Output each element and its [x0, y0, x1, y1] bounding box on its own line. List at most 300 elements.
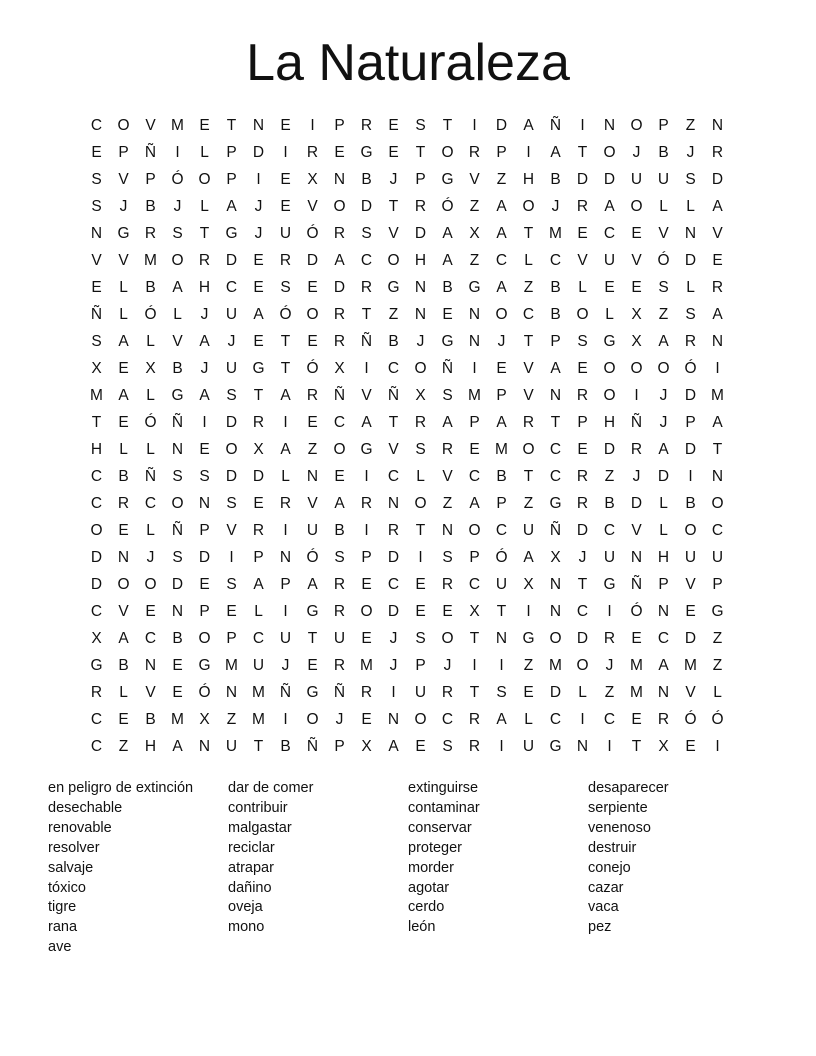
grid-letter: S: [91, 332, 102, 350]
grid-letter: I: [526, 143, 531, 161]
grid-letter: N: [387, 494, 400, 512]
grid-letter: D: [171, 575, 184, 593]
grid-letter: R: [252, 521, 265, 539]
grid-letter: N: [684, 224, 697, 242]
grid-letter: Ñ: [144, 467, 157, 485]
grid-letter: S: [91, 170, 102, 188]
grid-letter: Z: [523, 656, 534, 674]
grid-letter: A: [712, 305, 723, 323]
grid-letter: E: [523, 683, 534, 701]
grid-letter: C: [387, 575, 400, 593]
grid-letter: Ó: [279, 305, 292, 323]
grid-letter: C: [387, 359, 400, 377]
grid-letter: O: [117, 575, 130, 593]
grid-letter: O: [603, 143, 616, 161]
grid-letter: N: [603, 116, 616, 134]
grid-letter: O: [657, 359, 670, 377]
grid-letter: E: [307, 656, 318, 674]
grid-letter: E: [118, 521, 129, 539]
grid-letter: D: [225, 413, 238, 431]
grid-letter: L: [119, 683, 128, 701]
word-item: tóxico: [48, 879, 86, 896]
grid-letter: J: [281, 656, 290, 674]
grid-letter: P: [334, 737, 345, 755]
grid-letter: A: [253, 575, 264, 593]
grid-letter: Ñ: [171, 521, 184, 539]
grid-letter: E: [118, 710, 129, 728]
grid-row: [83, 355, 731, 382]
grid-letter: X: [307, 170, 318, 188]
grid-letter: R: [441, 683, 454, 701]
grid-letter: C: [360, 251, 373, 269]
grid-letter: T: [469, 683, 480, 701]
grid-letter: M: [711, 386, 724, 404]
grid-letter: C: [495, 521, 508, 539]
grid-letter: J: [389, 629, 398, 647]
grid-letter: S: [334, 548, 345, 566]
grid-letter: N: [711, 332, 724, 350]
grid-letter: P: [496, 494, 507, 512]
grid-letter: E: [280, 116, 291, 134]
grid-letter: D: [684, 629, 697, 647]
grid-letter: L: [686, 197, 695, 215]
grid-letter: H: [657, 548, 670, 566]
grid-letter: H: [414, 251, 427, 269]
grid-letter: E: [172, 683, 183, 701]
grid-letter: E: [442, 602, 453, 620]
grid-letter: Ó: [306, 359, 319, 377]
grid-letter: J: [632, 467, 641, 485]
grid-letter: E: [685, 737, 696, 755]
grid-letter: L: [578, 683, 587, 701]
grid-letter: Ñ: [630, 413, 643, 431]
grid-letter: R: [360, 683, 373, 701]
grid-row: [83, 544, 731, 571]
grid-letter: R: [360, 278, 373, 296]
grid-letter: A: [442, 224, 453, 242]
grid-letter: O: [360, 602, 373, 620]
grid-letter: A: [550, 143, 561, 161]
grid-letter: B: [145, 197, 156, 215]
grid-letter: O: [90, 521, 103, 539]
grid-letter: B: [442, 278, 453, 296]
grid-letter: M: [252, 710, 265, 728]
grid-letter: E: [253, 332, 264, 350]
grid-letter: O: [630, 197, 643, 215]
word-item: en peligro de extinción: [48, 780, 194, 796]
grid-letter: V: [145, 116, 156, 134]
grid-letter: O: [144, 575, 157, 593]
grid-letter: P: [712, 575, 723, 593]
word-item: cerdo: [408, 899, 445, 916]
grid-letter: Ñ: [549, 521, 562, 539]
grid-letter: I: [175, 143, 180, 161]
grid-letter: T: [442, 116, 453, 134]
grid-letter: U: [225, 359, 238, 377]
grid-letter: Z: [307, 440, 318, 458]
grid-letter: C: [90, 494, 103, 512]
grid-letter: G: [603, 575, 616, 593]
grid-letter: D: [684, 386, 697, 404]
grid-letter: A: [307, 575, 318, 593]
word-item: renovable: [48, 819, 112, 836]
grid-letter: C: [576, 602, 589, 620]
grid-letter: M: [171, 116, 184, 134]
grid-letter: P: [226, 143, 237, 161]
grid-letter: A: [172, 737, 183, 755]
grid-letter: N: [657, 602, 670, 620]
grid-letter: I: [418, 548, 423, 566]
word-item: malgastar: [228, 819, 292, 836]
grid-letter: U: [603, 251, 616, 269]
grid-letter: A: [496, 224, 507, 242]
grid-letter: O: [333, 197, 346, 215]
grid-letter: N: [414, 305, 427, 323]
grid-letter: I: [364, 467, 369, 485]
grid-letter: L: [686, 278, 695, 296]
grid-letter: O: [549, 629, 562, 647]
grid-letter: X: [631, 305, 642, 323]
grid-letter: E: [388, 143, 399, 161]
grid-letter: J: [254, 224, 263, 242]
grid-letter: Z: [388, 305, 399, 323]
grid-letter: U: [333, 629, 346, 647]
grid-letter: T: [550, 413, 561, 431]
grid-letter: S: [496, 683, 507, 701]
grid-letter: V: [469, 170, 480, 188]
grid-letter: D: [630, 494, 643, 512]
grid-letter: S: [442, 386, 453, 404]
grid-letter: T: [712, 440, 723, 458]
grid-letter: N: [630, 548, 643, 566]
word-column: [588, 779, 768, 958]
word-item: contaminar: [408, 799, 480, 816]
grid-letter: Ñ: [144, 143, 157, 161]
grid-letter: A: [118, 629, 129, 647]
grid-letter: E: [253, 278, 264, 296]
grid-letter: E: [685, 602, 696, 620]
grid-letter: X: [631, 332, 642, 350]
grid-letter: L: [713, 683, 722, 701]
grid-letter: J: [254, 197, 263, 215]
grid-letter: N: [549, 575, 562, 593]
grid-row: [83, 517, 731, 544]
grid-letter: C: [441, 710, 454, 728]
grid-letter: E: [280, 170, 291, 188]
grid-letter: H: [198, 278, 211, 296]
grid-row: [83, 409, 731, 436]
grid-letter: J: [605, 656, 614, 674]
grid-letter: V: [361, 386, 372, 404]
grid-letter: D: [306, 251, 319, 269]
grid-letter: I: [580, 710, 585, 728]
grid-letter: M: [630, 656, 643, 674]
grid-letter: S: [172, 548, 183, 566]
grid-letter: T: [253, 737, 264, 755]
grid-row: [83, 139, 731, 166]
grid-row: [83, 571, 731, 598]
grid-letter: N: [549, 602, 562, 620]
grid-letter: R: [576, 494, 589, 512]
grid-letter: D: [90, 548, 103, 566]
grid-letter: N: [387, 710, 400, 728]
grid-row: [83, 652, 731, 679]
grid-letter: R: [306, 143, 319, 161]
grid-letter: N: [468, 305, 481, 323]
grid-letter: L: [254, 602, 263, 620]
grid-letter: E: [631, 224, 642, 242]
grid-letter: T: [280, 332, 291, 350]
grid-letter: A: [442, 413, 453, 431]
word-item: resolver: [48, 839, 100, 856]
grid-letter: J: [416, 332, 425, 350]
grid-letter: T: [388, 197, 399, 215]
grid-letter: I: [283, 521, 288, 539]
grid-letter: O: [576, 656, 589, 674]
grid-letter: O: [684, 521, 697, 539]
grid-letter: O: [522, 197, 535, 215]
grid-letter: C: [549, 467, 562, 485]
grid-letter: C: [549, 440, 562, 458]
grid-letter: T: [307, 629, 318, 647]
grid-letter: M: [360, 656, 373, 674]
grid-letter: C: [387, 467, 400, 485]
grid-letter: C: [495, 251, 508, 269]
grid-letter: C: [549, 710, 562, 728]
grid-row: [83, 220, 731, 247]
grid-letter: E: [334, 467, 345, 485]
grid-letter: B: [550, 278, 561, 296]
grid-letter: O: [441, 629, 454, 647]
grid-letter: Ó: [171, 170, 184, 188]
grid-letter: A: [253, 305, 264, 323]
grid-letter: B: [118, 467, 129, 485]
grid-letter: P: [199, 521, 210, 539]
grid-letter: Z: [604, 467, 615, 485]
grid-letter: I: [472, 116, 477, 134]
grid-letter: R: [333, 332, 346, 350]
word-item: ave: [48, 939, 72, 956]
grid-letter: E: [172, 656, 183, 674]
word-item: contribuir: [228, 799, 288, 816]
grid-letter: X: [253, 440, 264, 458]
grid-letter: U: [225, 737, 238, 755]
grid-letter: I: [283, 143, 288, 161]
grid-letter: B: [145, 710, 156, 728]
grid-letter: A: [172, 278, 183, 296]
grid-row: [83, 112, 731, 139]
word-item: tigre: [48, 899, 77, 916]
grid-letter: V: [91, 251, 102, 269]
grid-letter: J: [227, 332, 236, 350]
grid-letter: N: [441, 521, 454, 539]
grid-letter: P: [118, 143, 129, 161]
grid-row: [83, 436, 731, 463]
grid-letter: T: [523, 467, 534, 485]
grid-letter: I: [310, 116, 315, 134]
grid-letter: N: [90, 224, 103, 242]
grid-letter: B: [118, 656, 129, 674]
grid-letter: V: [307, 494, 318, 512]
grid-letter: J: [632, 143, 641, 161]
grid-letter: M: [468, 386, 481, 404]
grid-letter: E: [415, 575, 426, 593]
grid-letter: I: [364, 521, 369, 539]
grid-letter: D: [90, 575, 103, 593]
grid-letter: R: [522, 413, 535, 431]
word-item: rana: [48, 919, 78, 936]
grid-letter: I: [229, 548, 234, 566]
grid-letter: V: [577, 251, 588, 269]
grid-letter: C: [711, 521, 724, 539]
grid-letter: I: [499, 656, 504, 674]
grid-letter: B: [172, 359, 183, 377]
grid-letter: T: [388, 413, 399, 431]
grid-letter: D: [684, 251, 697, 269]
grid-letter: C: [252, 629, 265, 647]
grid-letter: G: [603, 332, 616, 350]
grid-letter: R: [684, 332, 697, 350]
letter-grid: [83, 112, 731, 760]
grid-letter: R: [306, 386, 319, 404]
grid-letter: A: [523, 548, 534, 566]
grid-letter: L: [416, 467, 425, 485]
grid-letter: L: [200, 197, 209, 215]
grid-letter: E: [604, 278, 615, 296]
grid-letter: I: [283, 602, 288, 620]
grid-letter: L: [659, 494, 668, 512]
grid-row: [83, 328, 731, 355]
grid-letter: R: [468, 143, 481, 161]
grid-letter: U: [414, 683, 427, 701]
word-item: atrapar: [228, 859, 274, 876]
grid-letter: V: [388, 440, 399, 458]
word-column: [228, 779, 408, 958]
grid-letter: M: [549, 224, 562, 242]
grid-letter: G: [387, 278, 400, 296]
grid-row: [83, 193, 731, 220]
grid-letter: D: [225, 251, 238, 269]
grid-letter: E: [199, 575, 210, 593]
grid-row: [83, 382, 731, 409]
grid-letter: A: [442, 251, 453, 269]
grid-letter: V: [145, 683, 156, 701]
grid-letter: I: [391, 683, 396, 701]
grid-letter: I: [607, 737, 612, 755]
grid-letter: E: [631, 629, 642, 647]
word-item: mono: [228, 919, 265, 936]
grid-letter: O: [387, 251, 400, 269]
grid-row: [83, 490, 731, 517]
grid-letter: O: [468, 521, 481, 539]
word-item: venenoso: [588, 819, 651, 836]
grid-letter: B: [145, 278, 156, 296]
grid-letter: Z: [523, 278, 534, 296]
grid-letter: R: [576, 467, 589, 485]
grid-letter: I: [526, 602, 531, 620]
grid-letter: E: [577, 440, 588, 458]
grid-letter: V: [523, 386, 534, 404]
grid-letter: O: [414, 494, 427, 512]
grid-letter: I: [283, 413, 288, 431]
grid-letter: T: [253, 386, 264, 404]
grid-letter: O: [171, 251, 184, 269]
grid-letter: L: [524, 710, 533, 728]
grid-letter: U: [630, 170, 643, 188]
grid-letter: V: [685, 683, 696, 701]
page-title: La Naturaleza: [246, 34, 570, 92]
grid-letter: N: [117, 548, 130, 566]
grid-letter: A: [118, 332, 129, 350]
grid-letter: Z: [523, 494, 534, 512]
grid-letter: T: [415, 143, 426, 161]
grid-letter: T: [280, 359, 291, 377]
grid-letter: D: [225, 467, 238, 485]
grid-letter: Ó: [711, 710, 724, 728]
grid-letter: J: [659, 413, 668, 431]
grid-letter: P: [577, 413, 588, 431]
grid-letter: E: [631, 278, 642, 296]
grid-letter: T: [523, 224, 534, 242]
grid-letter: M: [225, 656, 238, 674]
grid-letter: C: [90, 710, 103, 728]
grid-letter: A: [199, 386, 210, 404]
grid-letter: G: [306, 602, 319, 620]
grid-letter: O: [198, 629, 211, 647]
grid-letter: N: [279, 548, 292, 566]
grid-letter: V: [118, 251, 129, 269]
grid-letter: E: [577, 359, 588, 377]
grid-letter: V: [712, 224, 723, 242]
grid-letter: V: [685, 575, 696, 593]
grid-letter: E: [712, 251, 723, 269]
grid-letter: V: [631, 521, 642, 539]
grid-letter: U: [495, 575, 508, 593]
grid-letter: R: [333, 575, 346, 593]
grid-letter: C: [657, 629, 670, 647]
grid-letter: R: [252, 413, 265, 431]
word-item: proteger: [408, 839, 463, 856]
grid-letter: X: [415, 386, 426, 404]
grid-letter: V: [172, 332, 183, 350]
grid-letter: E: [442, 305, 453, 323]
grid-letter: U: [657, 170, 670, 188]
grid-letter: S: [685, 305, 696, 323]
grid-letter: O: [414, 359, 427, 377]
grid-letter: P: [658, 116, 669, 134]
grid-letter: A: [280, 440, 291, 458]
grid-letter: Z: [496, 170, 507, 188]
grid-letter: G: [252, 359, 265, 377]
grid-letter: M: [630, 683, 643, 701]
grid-letter: Ñ: [630, 575, 643, 593]
grid-letter: D: [576, 170, 589, 188]
grid-letter: R: [468, 710, 481, 728]
grid-letter: A: [712, 197, 723, 215]
word-item: vaca: [588, 899, 619, 916]
grid-letter: A: [658, 332, 669, 350]
grid-letter: A: [712, 413, 723, 431]
grid-letter: Ñ: [171, 413, 184, 431]
grid-letter: P: [658, 575, 669, 593]
grid-letter: L: [146, 386, 155, 404]
grid-letter: Z: [712, 629, 723, 647]
grid-letter: R: [360, 494, 373, 512]
grid-letter: M: [495, 440, 508, 458]
grid-letter: I: [715, 359, 720, 377]
grid-letter: A: [496, 710, 507, 728]
grid-letter: E: [361, 710, 372, 728]
